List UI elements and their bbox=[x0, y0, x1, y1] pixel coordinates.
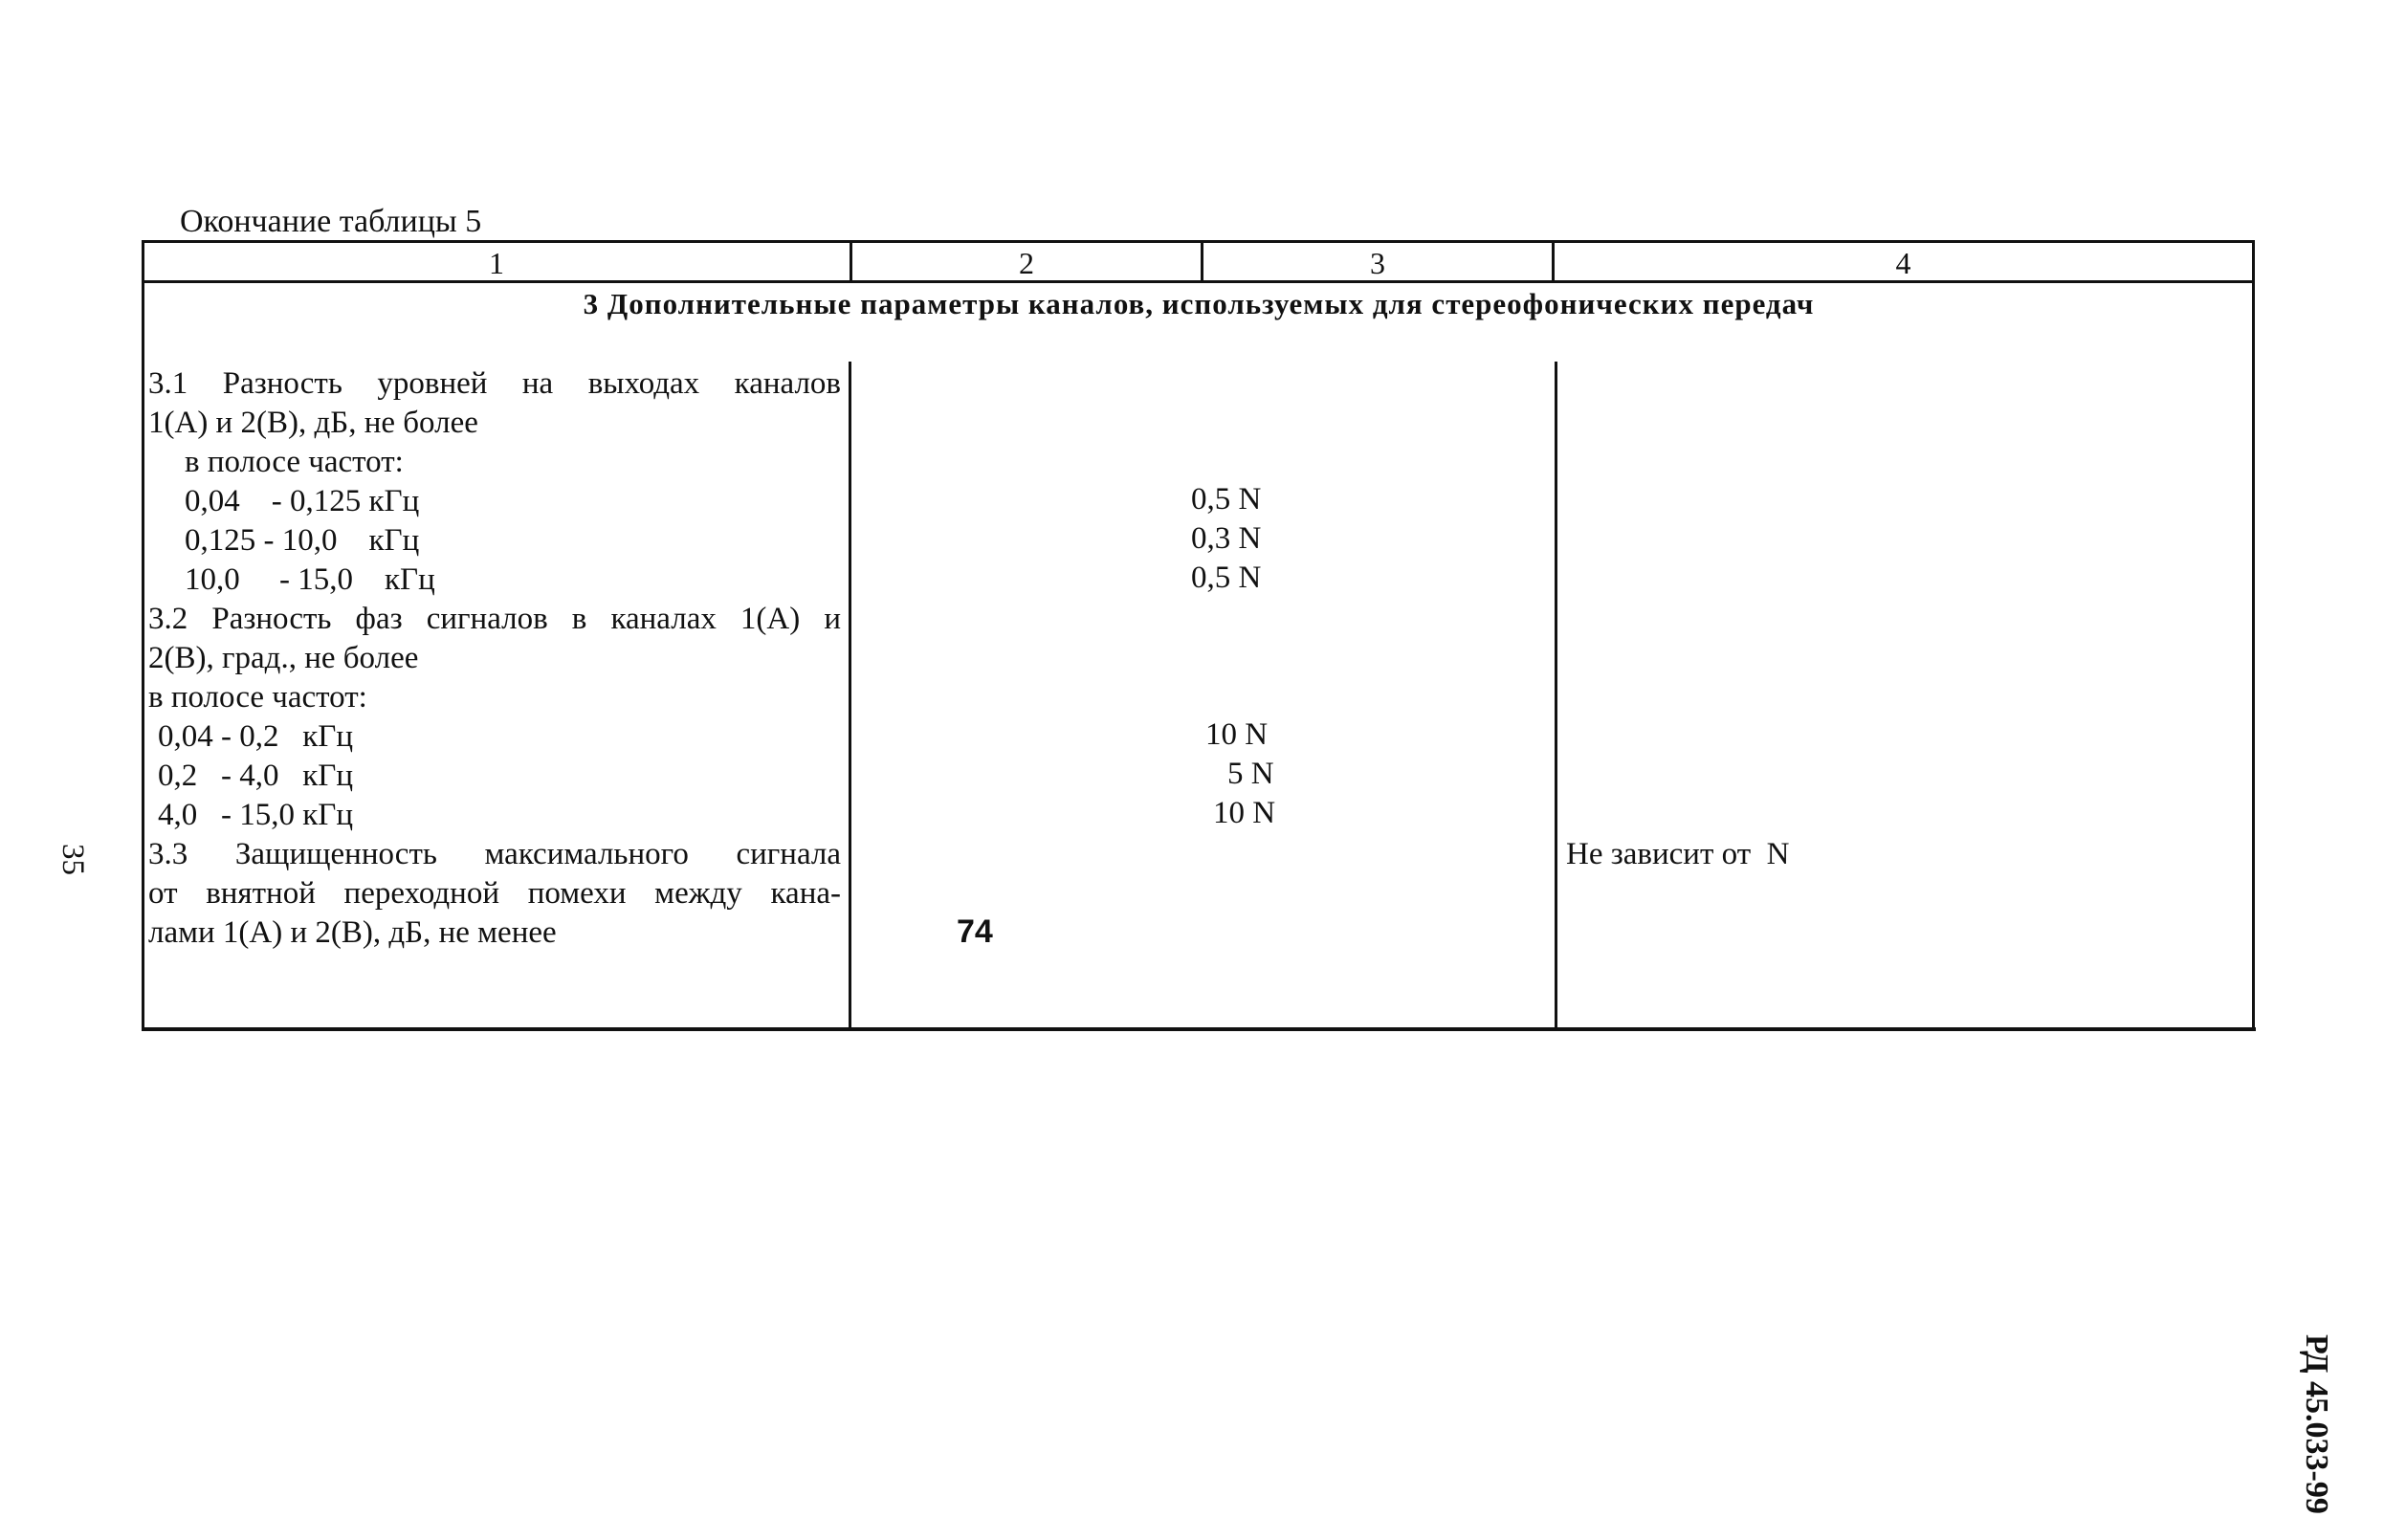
param-3-1-band-label: в полосе частот: bbox=[185, 445, 404, 479]
column-number-2: 2 bbox=[1019, 246, 1034, 280]
param-3-2-band-range: 0,04 - 0,2 кГц bbox=[158, 719, 354, 754]
param-3-3-line3: лами 1(А) и 2(В), дБ, не менее bbox=[148, 915, 557, 950]
table-border-left bbox=[142, 240, 144, 1031]
param-3-2-band-range: 4,0 - 15,0 кГц bbox=[158, 798, 354, 832]
param-3-2-band-range: 0,2 - 4,0 кГц bbox=[158, 759, 354, 793]
param-3-1-band-value: 0,3 N bbox=[1191, 521, 1262, 556]
param-3-3-note: Не зависит от N bbox=[1566, 837, 1790, 871]
param-3-1-band-value: 0,5 N bbox=[1191, 561, 1262, 595]
page-number: 35 bbox=[55, 844, 90, 875]
table-border-bottom bbox=[142, 1027, 2256, 1031]
body-separator bbox=[1555, 362, 1557, 1029]
param-3-1-band-range: 0,04 - 0,125 кГц bbox=[185, 484, 420, 518]
column-number-1: 1 bbox=[489, 246, 504, 280]
param-3-2-band-value: 5 N bbox=[1227, 757, 1274, 791]
body-separator bbox=[849, 362, 851, 1029]
param-3-3-line2: от внятной переходной помехи между кана- bbox=[148, 876, 841, 911]
param-3-1-band-value: 0,5 N bbox=[1191, 482, 1262, 517]
param-3-2-line1: 3.2 Разность фаз сигналов в каналах 1(А) и bbox=[148, 602, 841, 636]
table-border-right bbox=[2252, 240, 2255, 1031]
param-3-3-value: 74 bbox=[957, 913, 993, 950]
param-3-1-line2: 1(А) и 2(В), дБ, не более bbox=[148, 406, 478, 440]
column-number-4: 4 bbox=[1895, 246, 1911, 280]
param-3-1-band-range: 0,125 - 10,0 кГц bbox=[185, 523, 420, 558]
table-border-top bbox=[143, 240, 2254, 243]
param-3-2-band-value: 10 N bbox=[1205, 717, 1269, 752]
param-3-1-line1: 3.1 Разность уровней на выходах каналов bbox=[148, 366, 841, 401]
param-3-2-band-value: 10 N bbox=[1213, 796, 1276, 830]
section-title: 3 Дополнительные параметры каналов, используемых для стереофонических передач bbox=[583, 287, 1815, 320]
param-3-1-band-range: 10,0 - 15,0 кГц bbox=[185, 562, 435, 597]
param-3-2-line2: 2(В), град., не более bbox=[148, 641, 419, 675]
param-3-3-line1: 3.3 Защищенность максимального сигнала bbox=[148, 837, 841, 871]
table-caption: Окончание таблицы 5 bbox=[180, 204, 482, 239]
column-number-3: 3 bbox=[1370, 246, 1385, 280]
document-code: РД 45.033-99 bbox=[2299, 1334, 2334, 1514]
param-3-2-band-label: в полосе частот: bbox=[148, 680, 367, 715]
